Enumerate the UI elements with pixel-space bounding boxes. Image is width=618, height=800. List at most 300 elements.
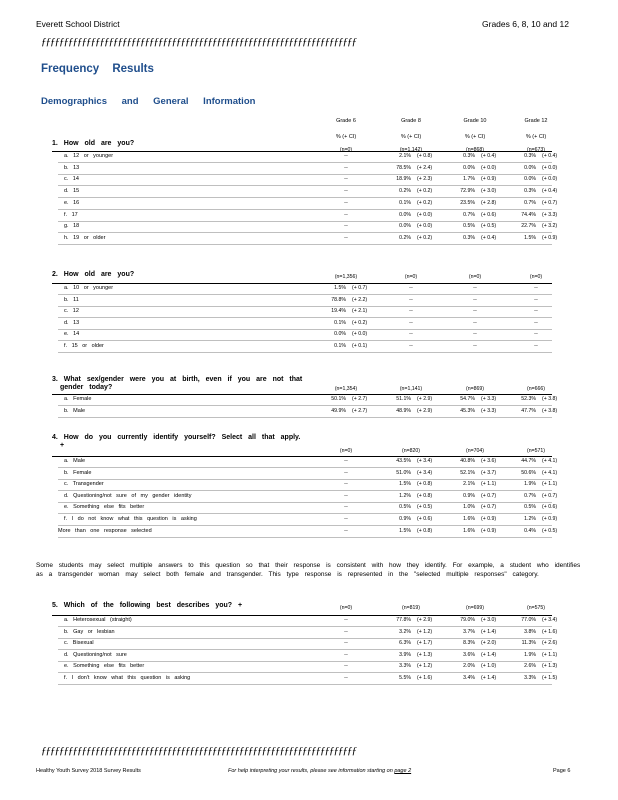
- percent-cell: 0.5%: [399, 504, 411, 511]
- answer-option: b. Female: [64, 469, 92, 476]
- no-data-cell: --: [409, 296, 413, 303]
- answer-option: d. Questioning/not sure: [64, 651, 127, 658]
- percent-cell: 11.3%: [521, 640, 536, 646]
- row-rule: [58, 490, 552, 491]
- percent-cell: 74.4%: [521, 211, 536, 218]
- sample-size: (n=819): [401, 605, 421, 611]
- percent-cell: 1.6%: [463, 516, 475, 522]
- row-rule: [58, 626, 552, 627]
- ci-cell: (+ 0.4): [542, 188, 558, 195]
- percent-cell: 3.3%: [524, 674, 536, 681]
- sample-size: (n=1,356): [334, 274, 358, 280]
- question-label: 3. What sex/gender were you at birth, even if you are not that: [52, 376, 303, 383]
- ci-cell: (+ 0.2): [417, 188, 433, 195]
- question-label-cont: +: [60, 442, 65, 449]
- no-data-cell: --: [344, 651, 348, 658]
- percent-cell: 77.0%: [521, 617, 536, 623]
- grade-header-label: Grade 8: [401, 118, 421, 124]
- ci-cell: (+ 0.6): [417, 516, 433, 522]
- percent-cell: 0.0%: [334, 331, 346, 338]
- row-rule: [58, 197, 552, 198]
- row-rule: [58, 502, 552, 503]
- ci-cell: (+ 1.4): [481, 674, 497, 681]
- row-rule: [58, 185, 552, 186]
- no-data-cell: --: [409, 285, 413, 291]
- sample-size: (n=699): [465, 605, 485, 611]
- ci-cell: (+ 0.9): [481, 527, 497, 534]
- no-data-cell: --: [534, 285, 538, 291]
- ci-cell: (+ 0.2): [417, 199, 433, 206]
- ci-cell: (+ 0.4): [542, 153, 558, 159]
- no-data-cell: --: [344, 640, 348, 646]
- ci-cell: (+ 1.3): [417, 651, 433, 658]
- ci-cell: (+ 0.4): [481, 153, 497, 159]
- ci-cell: (+ 0.0): [542, 164, 558, 171]
- question-label: 5. Which of the following best describes you? +: [52, 602, 243, 609]
- percent-cell: 77.8%: [396, 617, 411, 623]
- percent-cell: 0.3%: [524, 153, 536, 159]
- ci-cell: (+ 2.3): [417, 176, 433, 183]
- sample-size: (n=868): [465, 147, 485, 153]
- answer-option: f. 17: [64, 211, 78, 218]
- answer-option: b. Gay or lesbian: [64, 628, 115, 635]
- ci-cell: (+ 1.4): [481, 651, 497, 658]
- ci-cell: (+ 0.9): [542, 234, 558, 241]
- row-rule: [58, 467, 552, 468]
- answer-option: d. 13: [64, 319, 80, 326]
- footer-page-link[interactable]: page 2: [394, 768, 412, 774]
- sample-size: (n=0): [529, 274, 543, 280]
- grade-header-label: Grade 6: [336, 118, 356, 124]
- percent-cell: 0.3%: [463, 234, 475, 241]
- row-rule: [58, 525, 552, 526]
- ci-cell: (+ 2.6): [542, 640, 558, 646]
- no-data-cell: --: [344, 188, 348, 195]
- ci-cell: (+ 2.9): [417, 396, 433, 402]
- ci-cell: (+ 0.5): [417, 504, 433, 511]
- top-rule: ƒƒƒƒƒƒƒƒƒƒƒƒƒƒƒƒƒƒƒƒƒƒƒƒƒƒƒƒƒƒƒƒƒƒƒƒƒƒƒƒƒƒƒƒƒƒƒƒƒƒƒƒƒƒƒƒƒƒƒƒƒƒƒƒƒƒƒƒƒƒ: [41, 36, 356, 48]
- percent-cell: 0.7%: [524, 199, 536, 206]
- ci-cell: (+ 0.7): [481, 492, 497, 499]
- grade-header-stat: % (+ CI): [525, 134, 547, 140]
- row-rule: [58, 638, 552, 639]
- row-rule: [58, 405, 552, 406]
- answer-option: b. 11: [64, 296, 79, 303]
- no-data-cell: --: [344, 458, 348, 464]
- question-label-cont: gender today?: [60, 384, 113, 391]
- ci-cell: (+ 0.2): [417, 234, 433, 241]
- row-rule: [58, 537, 552, 538]
- ci-cell: (+ 0.1): [352, 343, 368, 349]
- percent-cell: 0.2%: [399, 188, 411, 195]
- ci-cell: (+ 3.4): [417, 458, 433, 464]
- ci-cell: (+ 1.3): [542, 663, 558, 669]
- ci-cell: (+ 2.0): [481, 640, 497, 646]
- answer-option: d. 15: [64, 188, 80, 195]
- percent-cell: 2.1%: [399, 153, 411, 159]
- ci-cell: (+ 1.4): [481, 628, 497, 635]
- row-rule: [58, 417, 552, 418]
- ci-cell: (+ 1.2): [417, 628, 433, 635]
- percent-cell: 0.1%: [334, 343, 346, 349]
- no-data-cell: --: [409, 308, 413, 315]
- ci-cell: (+ 0.0): [481, 164, 497, 171]
- percent-cell: 0.5%: [524, 504, 536, 511]
- ci-cell: (+ 3.0): [481, 617, 497, 623]
- question-rule: [52, 283, 552, 284]
- percent-cell: 2.6%: [524, 663, 536, 669]
- percent-cell: 54.7%: [460, 396, 475, 402]
- percent-cell: 0.5%: [463, 223, 475, 230]
- percent-cell: 3.7%: [463, 628, 475, 635]
- percent-cell: 51.0%: [396, 469, 411, 476]
- percent-cell: 49.9%: [331, 407, 346, 414]
- ci-cell: (+ 2.7): [352, 396, 368, 402]
- percent-cell: 78.5%: [396, 164, 411, 171]
- sample-size: (n=0): [339, 605, 353, 611]
- sample-size: (n=704): [465, 448, 485, 454]
- no-data-cell: --: [344, 469, 348, 476]
- question-rule: [52, 151, 552, 152]
- no-data-cell: --: [344, 492, 348, 499]
- answer-option: e. Something else fits better: [64, 504, 145, 511]
- percent-cell: 0.9%: [399, 516, 411, 522]
- ci-cell: (+ 0.6): [481, 211, 497, 218]
- no-data-cell: --: [344, 628, 348, 635]
- no-data-cell: --: [534, 319, 538, 326]
- question-rule: [52, 456, 552, 457]
- ci-cell: (+ 0.7): [542, 492, 558, 499]
- row-rule: [58, 209, 552, 210]
- answer-option: h. 19 or older: [64, 234, 106, 241]
- ci-cell: (+ 0.5): [542, 527, 558, 534]
- percent-cell: 1.0%: [463, 504, 475, 511]
- percent-cell: 3.6%: [463, 651, 475, 658]
- row-rule: [58, 513, 552, 514]
- ci-cell: (+ 0.2): [352, 319, 368, 326]
- row-rule: [58, 352, 552, 353]
- row-rule: [58, 244, 552, 245]
- ci-cell: (+ 1.6): [542, 628, 558, 635]
- percent-cell: 79.0%: [460, 617, 475, 623]
- row-rule: [58, 221, 552, 222]
- ci-cell: (+ 1.1): [542, 651, 558, 658]
- footer-survey-title: Healthy Youth Survey 2018 Survey Results: [36, 768, 141, 774]
- no-data-cell: --: [344, 199, 348, 206]
- no-data-cell: --: [473, 285, 477, 291]
- ci-cell: (+ 0.9): [481, 516, 497, 522]
- sample-size: (n=575): [526, 605, 546, 611]
- row-rule: [58, 649, 552, 650]
- percent-cell: 0.0%: [463, 164, 475, 171]
- sample-size: (n=1,142): [399, 147, 423, 153]
- answer-option: d. Questioning/not sure of my gender identity: [64, 492, 192, 499]
- percent-cell: 1.5%: [524, 234, 536, 241]
- no-data-cell: --: [473, 319, 477, 326]
- percent-cell: 3.8%: [524, 628, 536, 635]
- percent-cell: 52.1%: [460, 469, 475, 476]
- percent-cell: 0.1%: [399, 199, 411, 206]
- ci-cell: (+ 2.7): [352, 407, 368, 414]
- ci-cell: (+ 1.7): [417, 640, 433, 646]
- row-rule: [58, 232, 552, 233]
- percent-cell: 3.4%: [463, 674, 475, 681]
- no-data-cell: --: [344, 234, 348, 241]
- percent-cell: 72.9%: [460, 188, 475, 195]
- ci-cell: (+ 0.7): [481, 504, 497, 511]
- row-rule: [58, 294, 552, 295]
- ci-cell: (+ 4.1): [542, 469, 558, 476]
- percent-cell: 1.9%: [524, 651, 536, 658]
- ci-cell: (+ 1.5): [542, 674, 558, 681]
- footer-help-prefix: For help interpreting your results, please see information starting on: [228, 768, 395, 774]
- ci-cell: (+ 3.7): [481, 469, 497, 476]
- ci-cell: (+ 1.1): [481, 481, 497, 488]
- percent-cell: 22.7%: [521, 223, 536, 230]
- no-data-cell: --: [473, 331, 477, 338]
- row-rule: [58, 306, 552, 307]
- percent-cell: 1.2%: [399, 492, 411, 499]
- ci-cell: (+ 0.4): [481, 234, 497, 241]
- percent-cell: 50.1%: [331, 396, 346, 402]
- percent-cell: 18.9%: [396, 176, 411, 183]
- percent-cell: 1.6%: [463, 527, 475, 534]
- answer-option: b. 13: [64, 164, 80, 171]
- percent-cell: 1.7%: [463, 176, 475, 183]
- no-data-cell: --: [344, 674, 348, 681]
- percent-cell: 5.5%: [399, 674, 411, 681]
- row-rule: [58, 672, 552, 673]
- sample-size: (n=1,354): [334, 386, 358, 392]
- sample-size: (n=0): [404, 274, 418, 280]
- ci-cell: (+ 0.9): [542, 516, 558, 522]
- sample-size: (n=673): [526, 147, 546, 153]
- no-data-cell: --: [534, 343, 538, 349]
- row-rule: [58, 479, 552, 480]
- no-data-cell: --: [344, 481, 348, 488]
- ci-cell: (+ 2.4): [417, 164, 433, 171]
- ci-cell: (+ 2.2): [352, 296, 368, 303]
- sample-size: (n=666): [526, 386, 546, 392]
- percent-cell: 78.8%: [331, 296, 346, 303]
- ci-cell: (+ 3.0): [481, 188, 497, 195]
- percent-cell: 50.6%: [521, 469, 536, 476]
- answer-option: a. Male: [64, 458, 86, 464]
- answer-option: c. 14: [64, 176, 79, 183]
- ci-cell: (+ 0.8): [417, 153, 433, 159]
- ci-cell: (+ 3.2): [542, 223, 558, 230]
- sample-size: (n=0): [339, 147, 353, 153]
- percent-cell: 0.0%: [399, 223, 411, 230]
- ci-cell: (+ 0.7): [352, 285, 368, 291]
- ci-cell: (+ 0.5): [481, 223, 497, 230]
- grade-header: [381, 118, 441, 141]
- row-rule: [58, 329, 552, 330]
- percent-cell: 0.0%: [524, 164, 536, 171]
- sample-size: (n=820): [401, 448, 421, 454]
- row-rule: [58, 174, 552, 175]
- percent-cell: 43.5%: [396, 458, 411, 464]
- no-data-cell: --: [534, 331, 538, 338]
- ci-cell: (+ 0.8): [417, 527, 433, 534]
- sample-size: (n=0): [468, 274, 482, 280]
- ci-cell: (+ 3.8): [542, 407, 558, 414]
- answer-option: a. 12 or younger: [64, 153, 114, 159]
- no-data-cell: --: [344, 663, 348, 669]
- ci-cell: (+ 3.4): [542, 617, 558, 623]
- row-rule: [58, 340, 552, 341]
- sample-size: (n=1,141): [399, 386, 423, 392]
- percent-cell: 47.7%: [521, 407, 536, 414]
- page-title: Frequency Results: [41, 63, 154, 75]
- percent-cell: 1.5%: [334, 285, 346, 291]
- percent-cell: 8.3%: [463, 640, 475, 646]
- percent-cell: 3.3%: [399, 663, 411, 669]
- grade-header-stat: % (+ CI): [464, 134, 486, 140]
- ci-cell: (+ 0.7): [542, 199, 558, 206]
- question-label: 4. How do you currently identify yourself? Select all that apply.: [52, 434, 301, 441]
- ci-cell: (+ 3.4): [417, 469, 433, 476]
- answer-option: a. 10 or younger: [64, 285, 114, 291]
- percent-cell: 0.1%: [334, 319, 346, 326]
- percent-cell: 0.0%: [399, 211, 411, 218]
- grade-header: [506, 118, 566, 141]
- percent-cell: 0.2%: [399, 234, 411, 241]
- answer-option: c. Transgender: [64, 481, 104, 488]
- ci-cell: (+ 0.0): [542, 176, 558, 183]
- percent-cell: 0.3%: [524, 188, 536, 195]
- ci-cell: (+ 2.9): [417, 407, 433, 414]
- ci-cell: (+ 0.8): [417, 481, 433, 488]
- ci-cell: (+ 0.6): [542, 504, 558, 511]
- multi-select-note: Some students may select multiple answers to this question so that their response is consistent with how they identify. For example, a student who identifies as a transgender woman may select both female and transgender. This type response is represented in the "selected multiple responses" category.: [36, 562, 581, 578]
- ci-cell: (+ 1.2): [417, 663, 433, 669]
- percent-cell: 0.7%: [524, 492, 536, 499]
- ci-cell: (+ 3.6): [481, 458, 497, 464]
- percent-cell: 48.9%: [396, 407, 411, 414]
- ci-cell: (+ 2.9): [417, 617, 433, 623]
- ci-cell: (+ 0.8): [417, 492, 433, 499]
- percent-cell: 0.7%: [463, 211, 475, 218]
- no-data-cell: --: [344, 211, 348, 218]
- footer-help-text: [228, 768, 411, 774]
- bottom-rule: ƒƒƒƒƒƒƒƒƒƒƒƒƒƒƒƒƒƒƒƒƒƒƒƒƒƒƒƒƒƒƒƒƒƒƒƒƒƒƒƒƒƒƒƒƒƒƒƒƒƒƒƒƒƒƒƒƒƒƒƒƒƒƒƒƒƒƒƒƒƒ: [41, 745, 356, 757]
- percent-cell: 40.8%: [460, 458, 475, 464]
- percent-cell: 3.9%: [399, 651, 411, 658]
- no-data-cell: --: [534, 296, 538, 303]
- ci-cell: (+ 3.3): [542, 211, 558, 218]
- sample-size: (n=571): [526, 448, 546, 454]
- no-data-cell: --: [344, 164, 348, 171]
- percent-cell: 6.3%: [399, 640, 411, 646]
- answer-option: f. I don't know what this question is asking: [64, 674, 191, 681]
- row-rule: [58, 162, 552, 163]
- ci-cell: (+ 2.1): [352, 308, 368, 315]
- no-data-cell: --: [473, 308, 477, 315]
- answer-option: e. 16: [64, 199, 80, 206]
- answer-option: c. 12: [64, 308, 79, 315]
- answer-option: f. I do not know what this question is asking: [64, 516, 197, 522]
- no-data-cell: --: [534, 308, 538, 315]
- question-label: 1. How old are you?: [52, 140, 135, 147]
- row-rule: [58, 661, 552, 662]
- no-data-cell: --: [344, 504, 348, 511]
- percent-cell: 0.4%: [524, 527, 536, 534]
- answer-option: f. 15 or older: [64, 343, 104, 349]
- grade-header-label: Grade 12: [524, 118, 548, 124]
- ci-cell: (+ 0.0): [417, 211, 433, 218]
- grade-header-label: Grade 10: [463, 118, 487, 124]
- row-rule: [58, 317, 552, 318]
- district-name: Everett School District: [36, 19, 120, 29]
- question-rule: [52, 615, 552, 616]
- percent-cell: 44.7%: [521, 458, 536, 464]
- percent-cell: 1.5%: [399, 481, 411, 488]
- no-data-cell: --: [473, 296, 477, 303]
- percent-cell: 1.9%: [524, 481, 536, 488]
- sample-size: (n=0): [339, 448, 353, 454]
- answer-option: c. Bisexual: [64, 640, 94, 646]
- ci-cell: (+ 1.6): [417, 674, 433, 681]
- no-data-cell: --: [344, 153, 348, 159]
- grade-header: [316, 118, 376, 141]
- percent-cell: 0.3%: [463, 153, 475, 159]
- grade-header-stat: % (+ CI): [400, 134, 422, 140]
- percent-cell: 45.3%: [460, 407, 475, 414]
- answer-option: g. 18: [64, 223, 80, 230]
- ci-cell: (+ 0.9): [481, 176, 497, 183]
- answer-option: a. Heterosexual (straight): [64, 617, 132, 623]
- ci-cell: (+ 3.3): [481, 396, 497, 402]
- footer-page-number: Page 6: [553, 768, 571, 774]
- no-data-cell: --: [344, 223, 348, 230]
- percent-cell: 1.2%: [524, 516, 536, 522]
- grades-label: Grades 6, 8, 10 and 12: [482, 19, 569, 29]
- no-data-cell: --: [344, 527, 348, 534]
- percent-cell: 19.4%: [331, 308, 346, 315]
- answer-option: a. Female: [64, 396, 92, 402]
- sample-size: (n=869): [465, 386, 485, 392]
- no-data-cell: --: [409, 343, 413, 349]
- ci-cell: (+ 3.8): [542, 396, 558, 402]
- section-subtitle: Demographics and General Information: [41, 96, 256, 107]
- percent-cell: 2.1%: [463, 481, 475, 488]
- no-data-cell: --: [344, 617, 348, 623]
- grade-header: [445, 118, 505, 141]
- percent-cell: 52.3%: [521, 396, 536, 402]
- no-data-cell: --: [473, 343, 477, 349]
- percent-cell: 1.5%: [399, 527, 411, 534]
- no-data-cell: --: [409, 331, 413, 338]
- ci-cell: (+ 0.0): [352, 331, 368, 338]
- answer-option: e. Something else fits better: [64, 663, 145, 669]
- ci-cell: (+ 1.1): [542, 481, 558, 488]
- percent-cell: 3.2%: [399, 628, 411, 635]
- no-data-cell: --: [409, 319, 413, 326]
- ci-cell: (+ 2.8): [481, 199, 497, 206]
- percent-cell: 51.1%: [396, 396, 411, 402]
- percent-cell: 0.0%: [524, 176, 536, 183]
- ci-cell: (+ 0.0): [417, 223, 433, 230]
- no-data-cell: --: [344, 176, 348, 183]
- question-label: 2. How old are you?: [52, 271, 135, 278]
- ci-cell: (+ 1.0): [481, 663, 497, 669]
- percent-cell: 0.9%: [463, 492, 475, 499]
- question-rule: [52, 394, 552, 395]
- ci-cell: (+ 3.3): [481, 407, 497, 414]
- answer-option: e. 14: [64, 331, 80, 338]
- answer-option: More than one response selected: [58, 527, 152, 534]
